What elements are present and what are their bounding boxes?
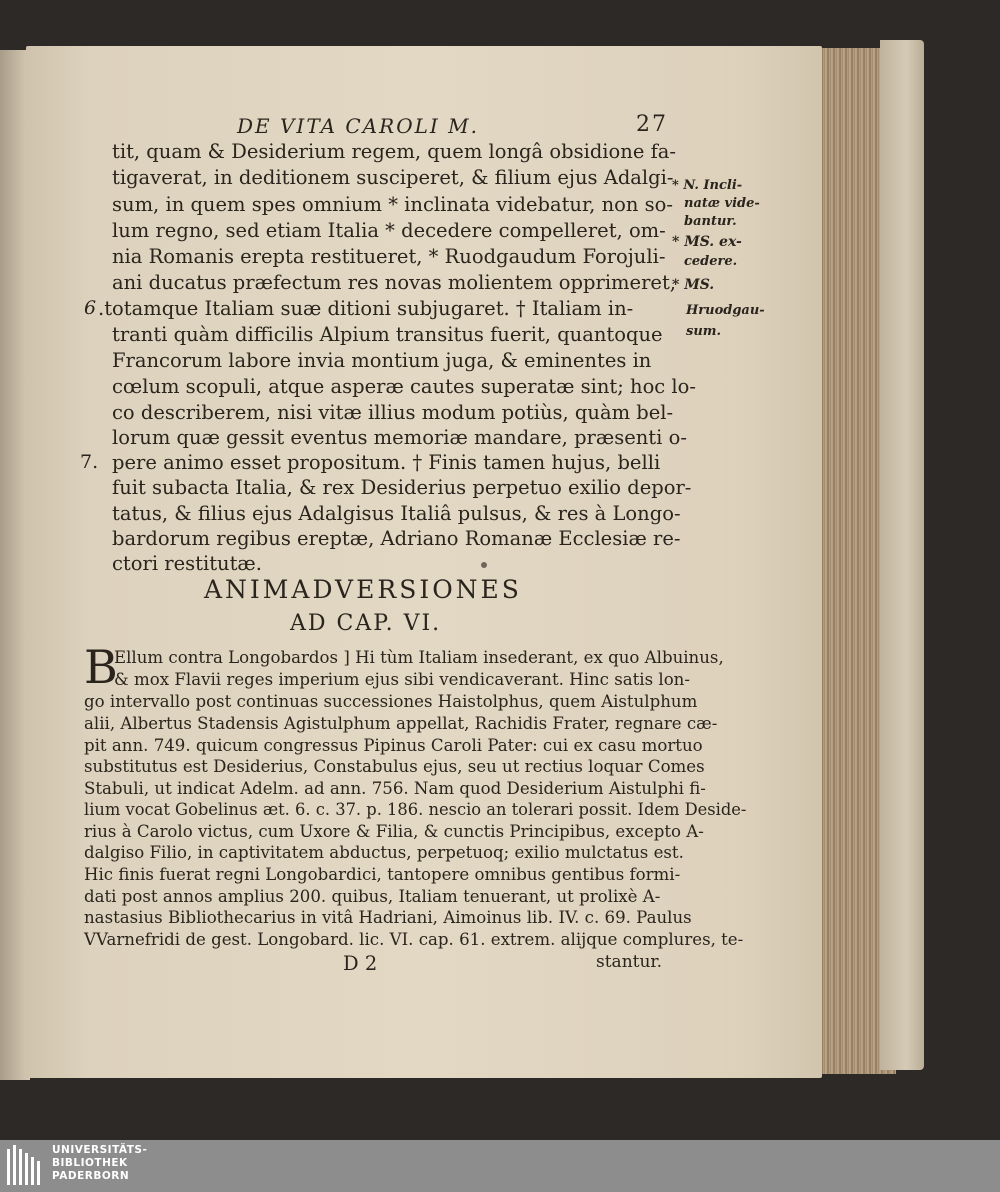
main-text-line: tigaverat, in deditionem susciperet, & filium ejus Adalgi-: [112, 166, 674, 189]
line-number: 7.: [80, 451, 99, 473]
main-text-line: tranti quàm difficilis Alpium transitus fuerit, quantoque: [112, 323, 663, 346]
main-text-line: sum, in quem spes omnium * inclinata videbatur, non so-: [112, 193, 673, 216]
running-title: DE VITA CAROLI M.: [237, 114, 479, 138]
commentary-line: dalgiso Filio, in captivitatem abductus, perpetuoq; exilio mulctatus est.: [84, 843, 684, 862]
main-text-line: bardorum regibus ereptæ, Adriano Romanæ Ecclesiæ re-: [112, 527, 681, 550]
library-logo-icon: [6, 1143, 44, 1189]
margin-note-line: * MS. ex-: [672, 234, 742, 250]
margin-note-line: sum.: [686, 324, 722, 339]
main-text-line: pere animo esset propositum. † Finis tamen hujus, belli: [112, 451, 661, 474]
library-logo-line: UNIVERSITÄTS-: [52, 1144, 148, 1156]
signature-mark: D 2: [343, 952, 378, 975]
commentary-line: go intervallo post continuas successiones Haistolphus, quem Aistulphum: [84, 692, 698, 711]
main-text-line: nia Romanis erepta restitueret, * Ruodgaudum Forojuli-: [112, 245, 666, 268]
margin-note-line: Hruodgau-: [686, 303, 765, 318]
main-text-line: ani ducatus præfectum res novas molientem opprimeret,: [112, 271, 676, 294]
commentary-line: & mox Flavii reges imperium ejus sibi vendicaverant. Hinc satis lon-: [114, 670, 690, 689]
margin-note-line: * MS.: [672, 277, 715, 293]
main-text-line: lorum quæ gessit eventus memoriæ mandare, præsenti o-: [112, 426, 687, 449]
book-cover-edge: [880, 40, 924, 1070]
commentary-line: pit ann. 749. quicum congressus Pipinus Caroli Pater: cui ex casu mortuo: [84, 736, 703, 755]
commentary-line: Hic finis fuerat regni Longobardici, tantopere omnibus gentibus formi-: [84, 865, 681, 884]
commentary-line: lium vocat Gobelinus æt. 6. c. 37. p. 186. nescio an tolerari possit. Idem Deside-: [84, 800, 747, 819]
line-number: 6: [84, 297, 97, 319]
margin-note-line: bantur.: [684, 214, 737, 229]
ornament-dot: [481, 562, 487, 568]
commentary-line: VVarnefridi de gest. Longobard. lic. VI. cap. 61. extrem. alijque complures, te-: [84, 930, 744, 949]
library-logo-line: BIBLIOTHEK: [52, 1157, 128, 1169]
main-text-line: cœlum scopuli, atque asperæ cautes superatæ sint; hoc lo-: [112, 375, 696, 398]
main-text-line: ctori restitutæ.: [112, 552, 262, 575]
commentary-line: dati post annos amplius 200. quibus, Italiam tenuerant, ut prolixè A-: [84, 887, 661, 906]
commentary-line: Ellum contra Longobardos ] Hi tùm Italiam insederant, ex quo Albuinus,: [114, 648, 724, 667]
commentary-line: nastasius Bibliothecarius in vitâ Hadriani, Aimoinus lib. IV. c. 69. Paulus: [84, 908, 692, 927]
library-footer-bar: [0, 1140, 1000, 1192]
main-text-line: co describerem, nisi vitæ illius modum potiùs, quàm bel-: [112, 401, 674, 424]
margin-note-line: * N. Incli-: [672, 178, 743, 193]
page-number: 27: [636, 112, 668, 137]
commentary-line: Stabuli, ut indicat Adelm. ad ann. 756. Nam quod Desiderium Aistulphi fi-: [84, 779, 706, 798]
library-logo-line: PADERBORN: [52, 1170, 130, 1182]
catchword: stantur.: [596, 952, 663, 972]
margin-note-line: cedere.: [684, 254, 738, 269]
commentary-line: rius à Carolo victus, cum Uxore & Filia, & cunctis Principibus, excepto A-: [84, 822, 704, 841]
margin-note-line: natæ vide-: [684, 196, 760, 211]
commentary-line: substitutus est Desiderius, Constabulus ejus, seu ut rectius loquar Comes: [84, 757, 705, 776]
section-heading: ANIMADVERSIONES: [204, 575, 522, 604]
main-text-line: lum regno, sed etiam Italia * decedere compelleret, om-: [112, 219, 666, 242]
main-text-line: .totamque Italiam suæ ditioni subjugaret. † Italiam in-: [98, 297, 634, 320]
main-text-line: tit, quam & Desiderium regem, quem longâ obsidione fa-: [112, 140, 677, 163]
main-text-line: fuit subacta Italia, & rex Desiderius perpetuo exilio depor-: [112, 476, 692, 499]
section-subheading: AD CAP. VI.: [290, 611, 442, 636]
main-text-line: tatus, & filius ejus Adalgisus Italiâ pulsus, & res à Longo-: [112, 502, 681, 525]
commentary-line: alii, Albertus Stadensis Agistulphum appellat, Rachidis Frater, regnare cæ-: [84, 714, 718, 733]
drop-initial: B: [84, 640, 118, 694]
main-text-line: Francorum labore invia montium juga, & eminentes in: [112, 349, 652, 372]
